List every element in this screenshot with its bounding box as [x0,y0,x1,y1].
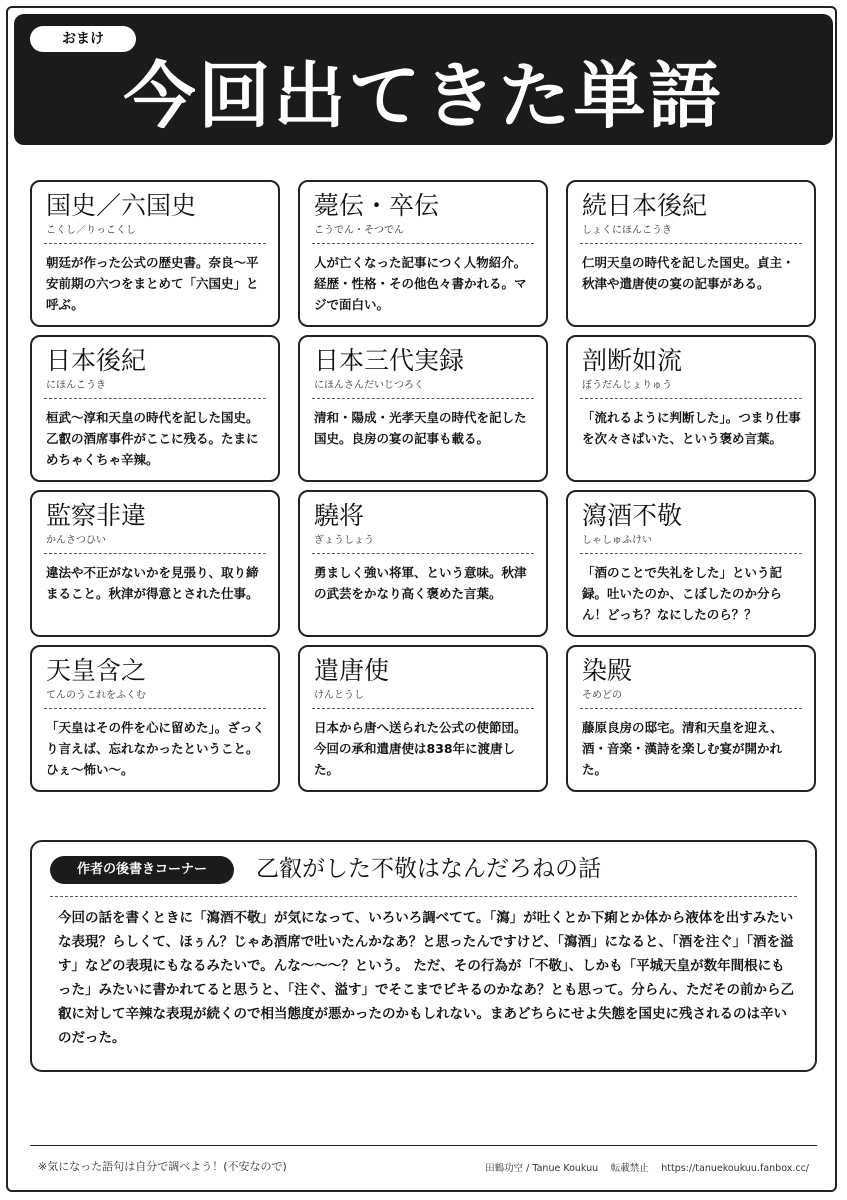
card-term: 薨伝・卒伝 [314,191,440,220]
glossary-card [566,645,816,792]
card-divider [312,398,534,399]
card-reading: しゃしゅふけい [582,535,652,546]
card-divider [580,398,802,399]
card-term: 監察非違 [46,501,147,530]
glossary-card [298,645,548,792]
afterword-title: 乙叡がした不敬はなんだろねの話 [256,856,601,882]
card-description: 桓武〜淳和天皇の時代を記した国史。乙叡の酒席事件がここに残る。たまにめちゃくちゃ辛辣。 [46,410,259,467]
card-reading: こくし／りっこくし [46,225,136,236]
afterword-body: 今回の話を書くときに「瀉酒不敬」が気になって、いろいろ調べてて。「瀉」が吐くとか下痢とか体から液体を出すみたいな表現？らしくて、ほぅん？じゃあ酒席で吐いたんかなあ？と思ったんですけど、「瀉酒」になると、「酒を注ぐ」「酒を溢す」などの表現にもなるみたいで。んな〜〜〜？という。 ただ、その行為が「不敬」、しかも「平城天皇が数年間根にもった」みたいに書かれてると思うと、「注ぐ、溢す」でそこまでピキるのかなあ？とも思って。分らん、ただその前から乙叡に対して辛辣な表現が続くので相当態度が悪かったのかもしれない。まあどちらにせよ失態を国史に残されるのは辛いのだった。 [58,910,795,1046]
card-term: 日本後紀 [46,346,147,375]
card-term: 剖断如流 [582,346,683,375]
afterword-divider [50,896,797,897]
card-reading: そめどの [582,690,622,701]
card-description: 藤原良房の邸宅。清和天皇を迎え、酒・音楽・漢詩を楽しむ宴が開かれた。 [582,720,783,777]
card-divider [44,708,266,709]
card-description: 清和・陽成・光孝天皇の時代を記した国史。良房の宴の記事も載る。 [314,410,527,446]
card-term: 瀉酒不敬 [582,501,683,530]
glossary-card [566,180,816,327]
omake-badge: おまけ [30,26,136,52]
glossary-card [30,180,280,327]
glossary-card [30,645,280,792]
card-term: 天皇含之 [46,656,147,685]
card-description: 違法や不正がないかを見張り、取り締まること。秋津が得意とされた仕事。 [46,565,259,601]
glossary-card [566,490,816,637]
card-term: 染殿 [582,656,633,685]
glossary-card [566,335,816,482]
card-reading: しょくにほんこうき [582,225,672,236]
card-reading: けんとうし [314,690,364,701]
glossary-card [298,335,548,482]
card-description: 人が亡くなった記事につく人物紹介。経歴・性格・その他色々書かれる。マジで面白い。 [314,255,527,312]
card-divider [312,553,534,554]
card-reading: にほんさんだいじつろく [314,380,424,391]
footer-credit: 田鶴功空 / Tanue Koukuu 転載禁止 https://tanuekoukuu.fanbox.cc/ [485,1163,809,1174]
card-divider [580,553,802,554]
card-term: 続日本後紀 [582,191,708,220]
card-reading: てんのうこれをふくむ [46,690,146,701]
afterword-badge: 作者の後書きコーナー [50,856,234,884]
card-term: 驍将 [314,501,365,530]
card-reading: ぎょうしょう [314,535,374,546]
card-reading: かんさつひい [46,535,106,546]
card-reading: ぼうだんじょりゅう [582,380,672,391]
card-divider [44,398,266,399]
card-description: 「酒のことで失礼をした」という記録。吐いたのか、こぼしたのか分らん！どっち？なにしたのら？？ [582,565,783,622]
card-term: 国史／六国史 [46,191,197,220]
card-divider [312,708,534,709]
card-reading: にほんこうき [46,380,106,391]
afterword-box [30,840,817,1072]
glossary-card [30,335,280,482]
card-divider [580,243,802,244]
card-description: 「天皇はその件を心に留めた」。ざっくり言えば、忘れなかったということ。ひぇ〜怖い〜。 [46,720,265,777]
card-description: 仁明天皇の時代を記した国史。貞主・秋津や遣唐使の宴の記事がある。 [582,255,795,291]
card-description: 日本から唐へ送られた公式の使節団。今回の承和遣唐使は838年に渡唐した。 [314,720,527,777]
card-divider [44,553,266,554]
card-divider [312,243,534,244]
card-term: 遣唐使 [314,656,390,685]
card-divider [44,243,266,244]
page-title: 今回出てきた単語 [123,54,724,138]
card-description: 朝廷が作った公式の歴史書。奈良〜平安前期の六つをまとめて「六国史」と呼ぶ。 [46,255,259,312]
card-description: 「流れるように判断した」。つまり仕事を次々さばいた、という褒め言葉。 [582,410,801,446]
glossary-card [30,490,280,637]
card-description: 勇ましく強い将軍、という意味。秋津の武芸をかなり高く褒めた言葉。 [314,565,527,601]
glossary-card [298,180,548,327]
card-term: 日本三代実録 [314,346,465,375]
card-reading: こうでん・そつでん [314,225,404,236]
footer-note: ※気になった語句は自分で調べよう！(不安なので) [38,1160,287,1173]
card-divider [580,708,802,709]
footer-divider [30,1145,817,1146]
glossary-card [298,490,548,637]
